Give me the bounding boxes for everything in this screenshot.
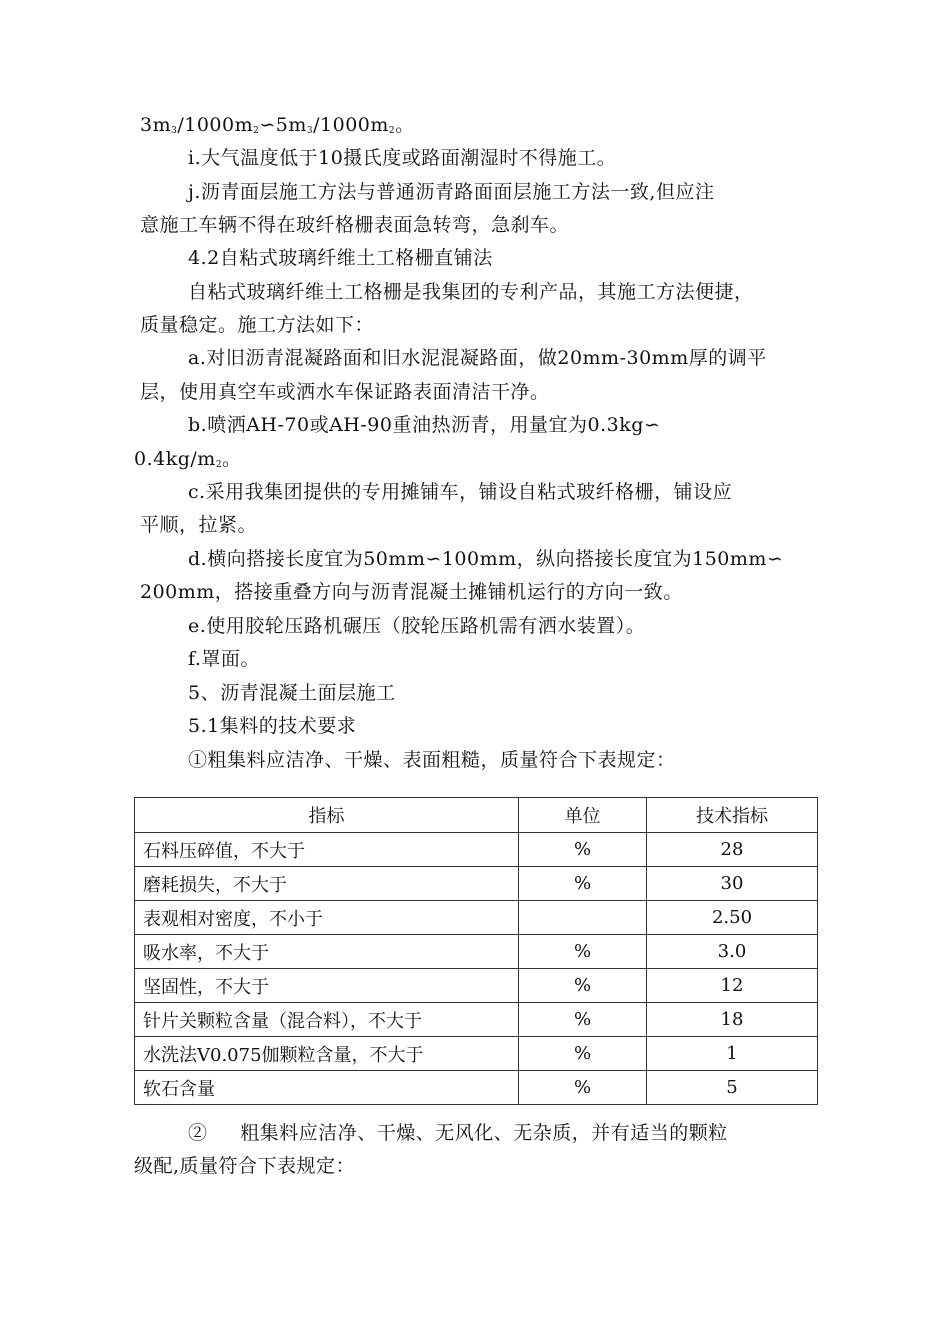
paragraph-item-d-cont: 200mm，搭接重叠方向与沥青混凝土摊铺机运行的方向一致。: [140, 581, 683, 603]
row-item: 磨耗损失，不大于: [135, 867, 519, 901]
table-row: [135, 867, 818, 901]
row-unit: %: [519, 867, 647, 901]
paragraph-intro-cont: 质量稳定。施工方法如下：: [140, 314, 375, 336]
row-item: 吸水率，不大于: [135, 935, 519, 969]
table-header-row: [135, 798, 818, 833]
row-value: 18: [647, 1003, 818, 1037]
subscript: 3: [171, 126, 178, 136]
text-fragment: 0.4kg/m: [134, 448, 216, 470]
paragraph-item-j-cont: 意施工车辆不得在玻纤格栅表面急转弯，急刹车。: [140, 214, 570, 236]
row-value: 12: [647, 969, 818, 1003]
paragraph-item-2: ② 粗集料应洁净、干燥、无风化、无杂质，并有适当的颗粒: [188, 1122, 728, 1144]
paragraph-table-intro: ①粗集料应洁净、干燥、表面粗糙，质量符合下表规定：: [188, 749, 676, 771]
table-row: [135, 1071, 818, 1105]
subscript: 2: [215, 460, 223, 470]
row-unit: [519, 901, 647, 935]
header-unit: 单位: [519, 798, 647, 833]
section-heading-5: 5、沥青混凝土面层施工: [188, 682, 396, 704]
table-row: [135, 935, 818, 969]
row-value: 1: [647, 1037, 818, 1071]
table-row: [135, 969, 818, 1003]
paragraph-item-i: i.大气温度低于10摄氏度或路面潮湿时不得施工。: [188, 147, 617, 169]
row-item: 软石含量: [135, 1071, 519, 1105]
text-fragment: ∽5m: [259, 114, 307, 136]
text-fragment: /1000m: [313, 114, 389, 136]
text-fragment: 。: [395, 114, 415, 136]
row-item: 坚固性，不大于: [135, 969, 519, 1003]
table-row: [135, 901, 818, 935]
paragraph-item-a-cont: 层，使用真空车或洒水车保证路表面清洁干净。: [140, 381, 550, 403]
section-heading-5-1: 5.1集料的技术要求: [188, 715, 357, 737]
row-item: 表观相对密度，不小于: [135, 901, 519, 935]
text-fragment: /1000m: [177, 114, 254, 136]
text-fragment: 3m: [140, 114, 172, 136]
section-heading-4-2: 4.2自粘式玻璃纤维土工格栅直铺法: [188, 247, 493, 269]
row-item: 针片关颗粒含量（混合料），不大于: [135, 1003, 519, 1037]
paragraph-item-f: f.罩面。: [188, 648, 260, 670]
subscript: 2: [388, 126, 396, 136]
paragraph-item-2-cont: 级配,质量符合下表规定：: [134, 1155, 356, 1177]
row-unit: %: [519, 969, 647, 1003]
paragraph-item-b-cont: [134, 447, 242, 477]
paragraph-intro: 自粘式玻璃纤维土工格栅是我集团的专利产品，其施工方法便捷，: [188, 281, 754, 303]
row-value: 30: [647, 867, 818, 901]
row-unit: %: [519, 1003, 647, 1037]
header-tech-spec: 技术指标: [647, 798, 818, 833]
subscript: 2: [253, 126, 260, 136]
table-row: [135, 833, 818, 867]
paragraph-item-c: c.采用我集团提供的专用摊铺车，铺设自粘式玻纤格栅，铺设应: [188, 481, 733, 503]
paragraph-item-j: j.沥青面层施工方法与普通沥青路面面层施工方法一致,但应注: [188, 181, 715, 203]
row-value: 5: [647, 1071, 818, 1105]
row-unit: %: [519, 1037, 647, 1071]
row-unit: %: [519, 935, 647, 969]
table-row: [135, 1003, 818, 1037]
subscript: 3: [306, 126, 314, 136]
paragraph-item-c-cont: 平顺，拉紧。: [140, 514, 258, 536]
row-item: 石料压碎值，不大于: [135, 833, 519, 867]
paragraph-item-d: d.横向搭接长度宜为50mm∽100mm，纵向搭接长度宜为150mm∽: [188, 548, 784, 570]
aggregate-spec-table: [134, 797, 818, 1105]
row-value: 3.0: [647, 935, 818, 969]
row-item: 水洗法V0.075伽颗粒含量，不大于: [135, 1037, 519, 1071]
row-value: 2.50: [647, 901, 818, 935]
row-unit: %: [519, 1071, 647, 1105]
paragraph-item-b: b.喷洒AH-70或AH-90重油热沥青，用量宜为0.3kg∽: [188, 414, 661, 436]
header-indicator: 指标: [135, 798, 519, 833]
table-row: [135, 1037, 818, 1071]
row-unit: %: [519, 833, 647, 867]
text-line-units: [140, 113, 415, 143]
row-value: 28: [647, 833, 818, 867]
text-fragment: 。: [222, 448, 242, 470]
paragraph-item-a: a.对旧沥青混凝路面和旧水泥混凝路面，做20mm-30mm厚的调平: [188, 347, 767, 369]
paragraph-item-e: e.使用胶轮压路机碾压（胶轮压路机需有洒水装置）。: [188, 615, 646, 637]
